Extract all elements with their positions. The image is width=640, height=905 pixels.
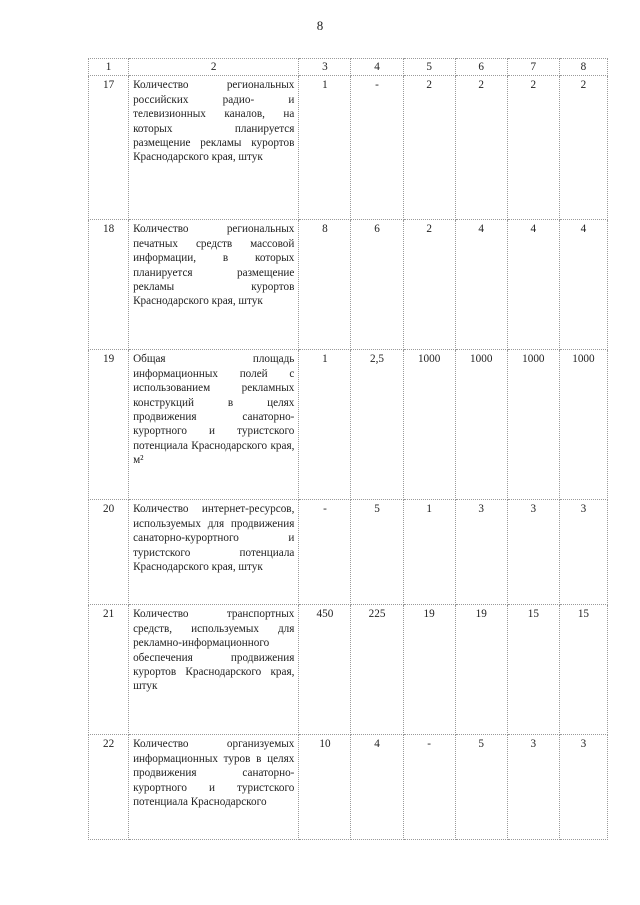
table-row [89, 220, 608, 350]
column-header: 4 [351, 59, 403, 76]
table-row [89, 605, 608, 735]
value-cell: 3 [559, 500, 607, 605]
value-cell: 5 [455, 735, 507, 840]
value-cell: 3 [559, 735, 607, 840]
value-cell: 4 [559, 220, 607, 350]
column-header: 5 [403, 59, 455, 76]
row-number: 22 [89, 735, 129, 840]
table-row [89, 500, 608, 605]
column-header: 6 [455, 59, 507, 76]
value-cell: 2 [403, 76, 455, 220]
column-header: 1 [89, 59, 129, 76]
value-cell: 3 [507, 500, 559, 605]
value-cell: 2,5 [351, 350, 403, 500]
value-cell: 450 [299, 605, 351, 735]
table-header-row [89, 59, 608, 76]
value-cell: 1 [403, 500, 455, 605]
table-row [89, 735, 608, 840]
value-cell: 1 [299, 350, 351, 500]
table-row [89, 350, 608, 500]
value-cell: 15 [507, 605, 559, 735]
value-cell: 2 [507, 76, 559, 220]
value-cell: 2 [559, 76, 607, 220]
value-cell: 8 [299, 220, 351, 350]
value-cell: 225 [351, 605, 403, 735]
indicator-name: Количество региональных печатных средств массовой информации, в которых планируется размещение рекламы курортов Краснодарского края, штук [129, 220, 299, 350]
indicator-name: Общая площадь информационных полей с использованием рекламных конструкций в целях продвижения санаторно-курортного и туристского потенциала Краснодарского края, м² [129, 350, 299, 500]
value-cell: 1000 [455, 350, 507, 500]
page-number: 8 [316, 18, 324, 33]
value-cell: 3 [507, 735, 559, 840]
value-cell: - [403, 735, 455, 840]
value-cell: 6 [351, 220, 403, 350]
value-cell: 3 [455, 500, 507, 605]
value-cell: 2 [403, 220, 455, 350]
value-cell: 1000 [507, 350, 559, 500]
value-cell: - [299, 500, 351, 605]
value-cell: 1000 [403, 350, 455, 500]
row-number: 17 [89, 76, 129, 220]
row-number: 19 [89, 350, 129, 500]
value-cell: 15 [559, 605, 607, 735]
indicator-name: Количество транспортных средств, используемых для рекламно-информационного обеспечения продвижения курортов Краснодарского края, штук [129, 605, 299, 735]
value-cell: 5 [351, 500, 403, 605]
indicator-name: Количество региональных российских радио- и телевизионных каналов, на которых планируется размещение рекламы курортов Краснодарского края, штук [129, 76, 299, 220]
row-number: 20 [89, 500, 129, 605]
indicator-name: Количество организуемых информационных туров в целях продвижения санаторно-курортного и туристского потенциала Краснодарского [129, 735, 299, 840]
value-cell: 10 [299, 735, 351, 840]
column-header: 7 [507, 59, 559, 76]
value-cell: 1000 [559, 350, 607, 500]
row-number: 18 [89, 220, 129, 350]
column-header: 2 [129, 59, 299, 76]
column-header: 3 [299, 59, 351, 76]
table-row [89, 76, 608, 220]
value-cell: 4 [351, 735, 403, 840]
value-cell: 19 [455, 605, 507, 735]
value-cell: - [351, 76, 403, 220]
value-cell: 4 [507, 220, 559, 350]
indicators-table [88, 58, 608, 840]
value-cell: 4 [455, 220, 507, 350]
value-cell: 1 [299, 76, 351, 220]
value-cell: 2 [455, 76, 507, 220]
indicator-name: Количество интернет-ресурсов, используемых для продвижения санаторно-курортного и туристского потенциала Краснодарского края, штук [129, 500, 299, 605]
column-header: 8 [559, 59, 607, 76]
value-cell: 19 [403, 605, 455, 735]
row-number: 21 [89, 605, 129, 735]
